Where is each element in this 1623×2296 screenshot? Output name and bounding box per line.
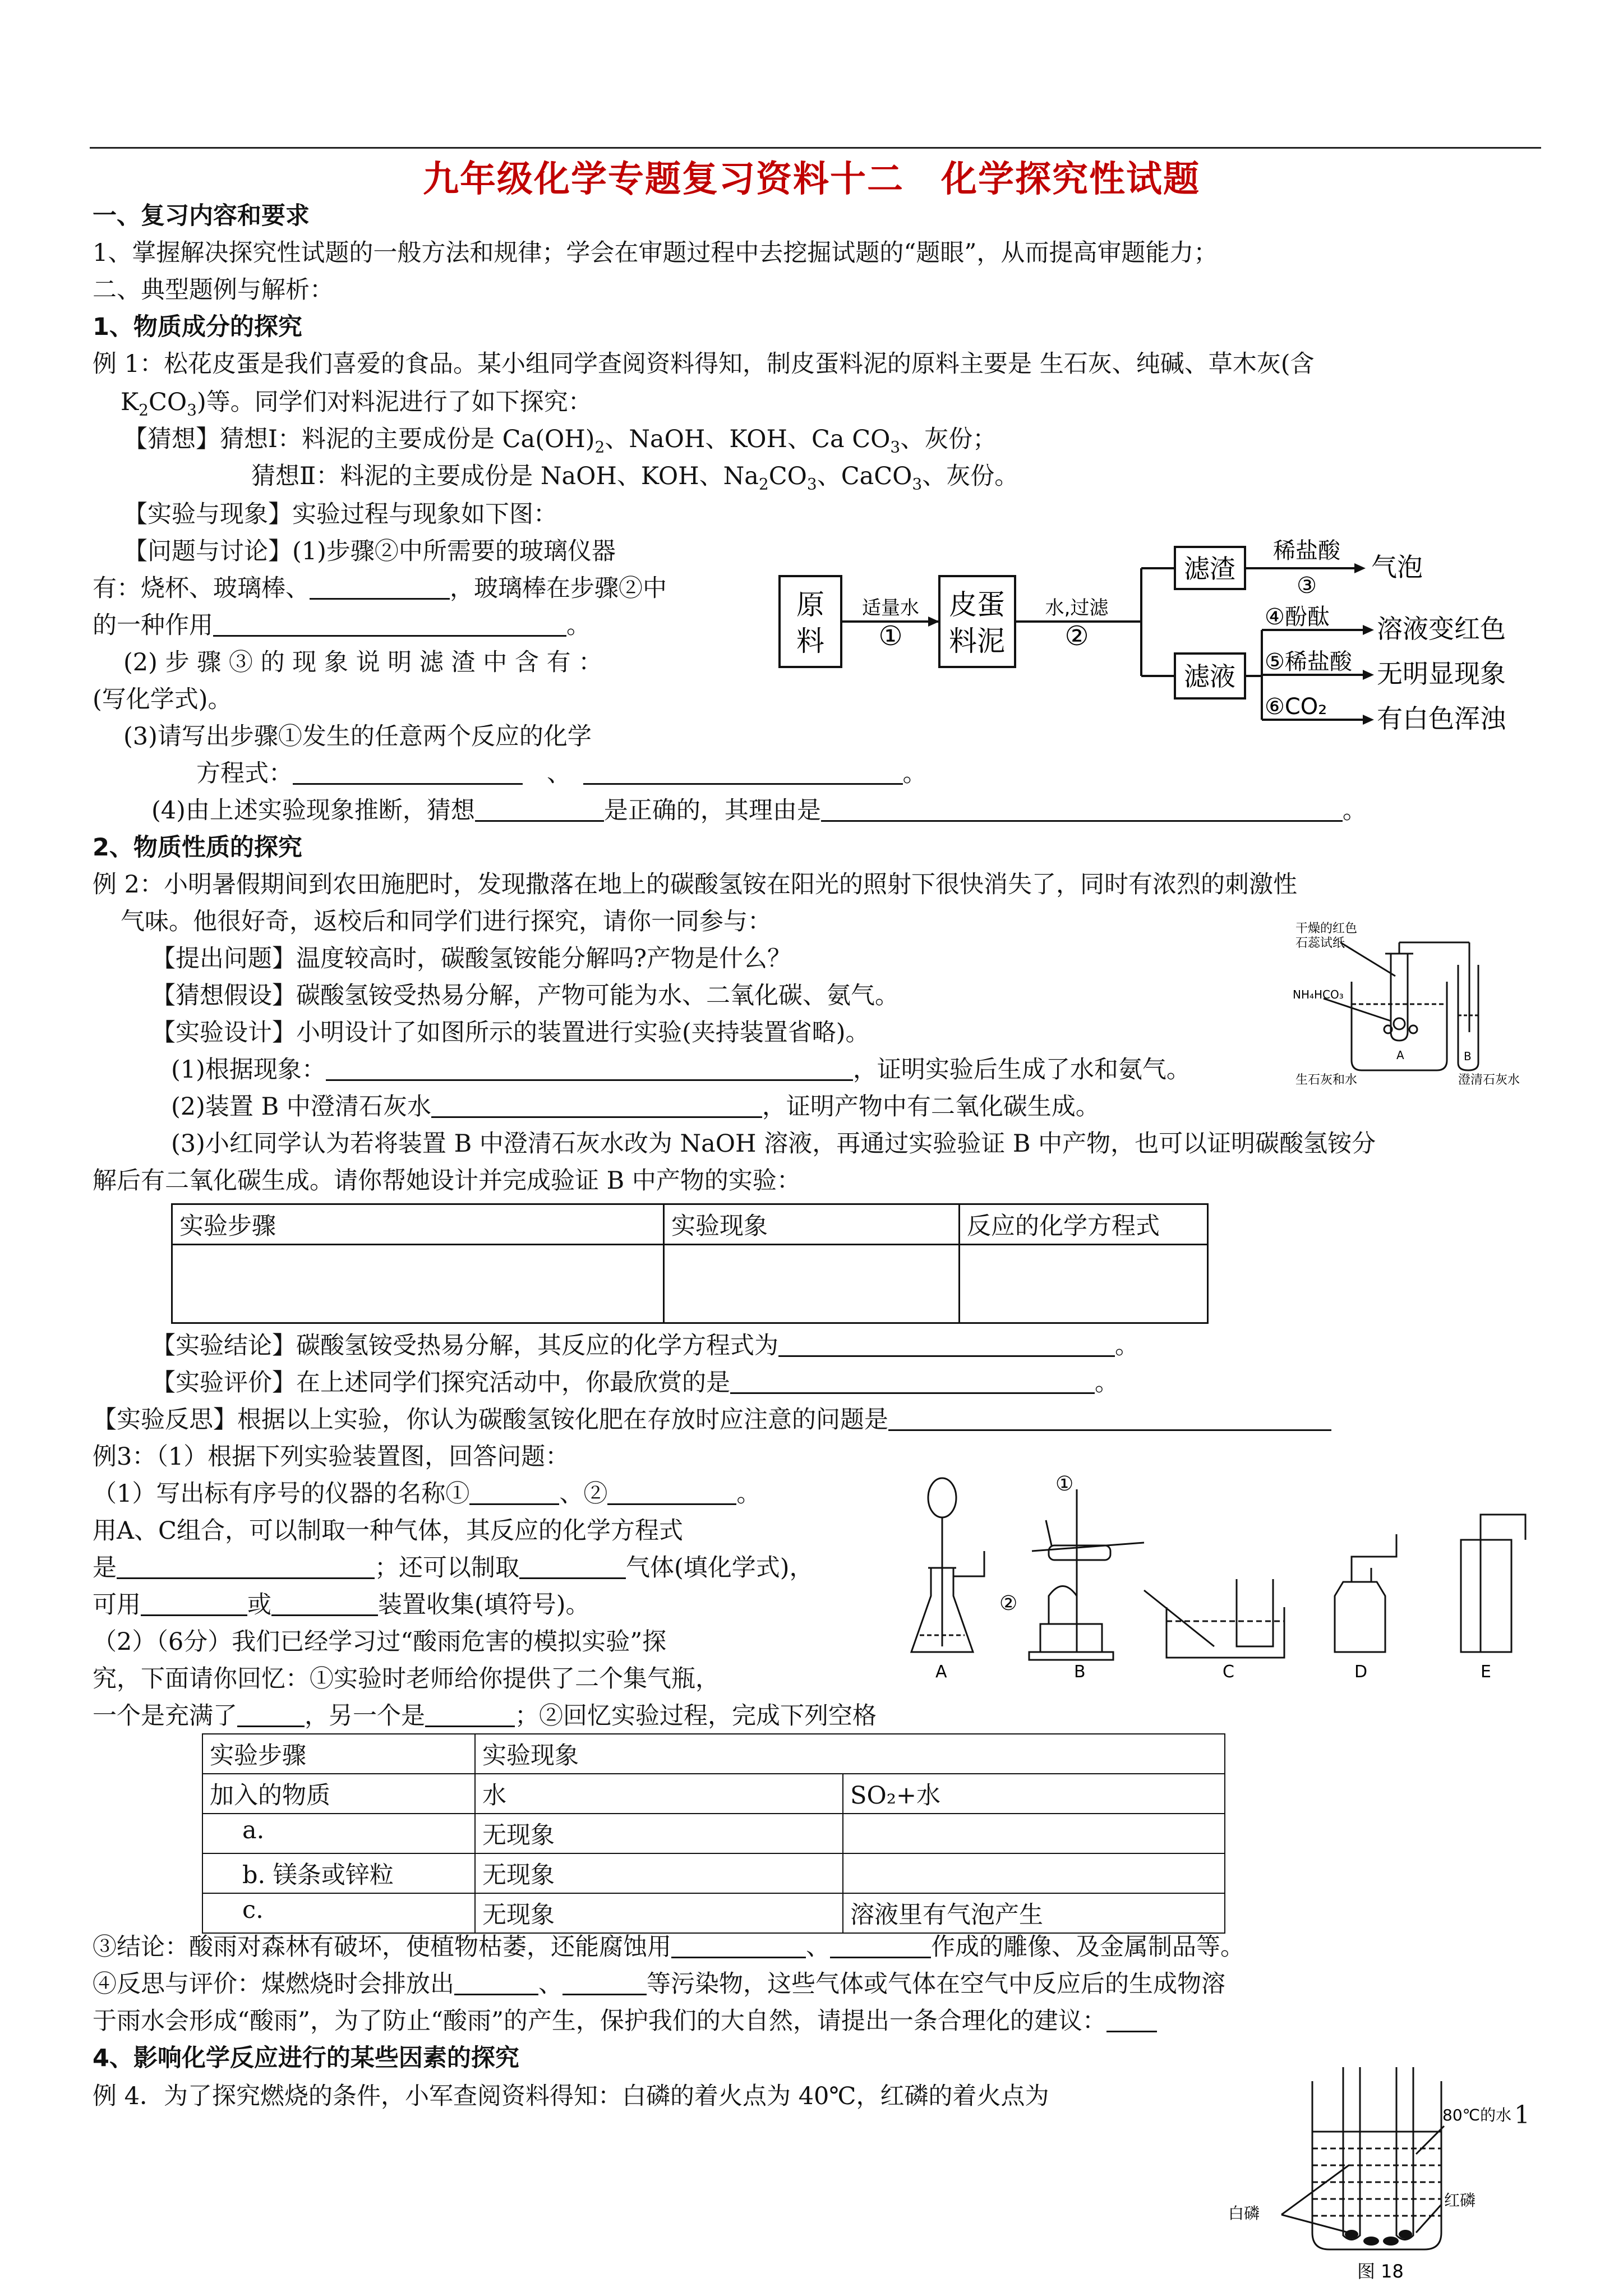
fig4-caption: 图 18 xyxy=(1357,2261,1404,2282)
answer-blank[interactable] xyxy=(310,572,450,600)
ex2-hypothesis: 【猜想假设】碳酸氢铵受热易分解，产物可能为水、二氧化碳、氨气。 xyxy=(151,982,899,1010)
answer-blank[interactable] xyxy=(830,1931,931,1958)
fig4-white-p-label: 白磷 xyxy=(1228,2204,1260,2223)
answer-blank[interactable] xyxy=(326,1053,853,1081)
answer-blank[interactable] xyxy=(1106,2005,1157,2032)
table-header: 反应的化学方程式 xyxy=(960,1204,1208,1245)
ex2-answer-table xyxy=(171,1203,1209,1324)
acid-rain-table xyxy=(202,1733,1225,1934)
header-rule xyxy=(90,147,1541,149)
section-heading: 一、复习内容和要求 xyxy=(93,202,310,230)
ex1-q4: (4)由上述实验现象推断，猜想 是正确的，其理由是 。 xyxy=(151,793,1367,828)
table-cell[interactable] xyxy=(843,1853,1225,1893)
ex1-experiment: 【实验与现象】实验过程与现象如下图： xyxy=(123,500,557,528)
flow-paste-label-2: 料泥 xyxy=(949,625,1005,657)
flow-paste-label: 皮蛋 xyxy=(949,588,1005,621)
table-cell: b. 镁条或锌粒 xyxy=(202,1853,475,1893)
answer-blank[interactable] xyxy=(730,1366,1095,1394)
section-heading: 二、典型题例与解析： xyxy=(93,276,334,304)
ex3-l5: （2）（6分）我们已经学习过“酸雨危害的模拟实验”探 xyxy=(93,1628,667,1656)
ex1-q1-line2: 有：烧杯、玻璃棒、 ，玻璃棒在步骤②中 xyxy=(93,571,667,606)
answer-blank[interactable] xyxy=(237,1700,305,1727)
table-header: 实验现象 xyxy=(664,1204,960,1245)
table-cell: 水 xyxy=(475,1774,843,1814)
flow-step2-num: ② xyxy=(1064,620,1089,652)
ex1-guess-2: 猜想Ⅱ：料泥的主要成份是 NaOH、KOH、$Na_2CO_3$、CaCO$_3$、灰份。 xyxy=(251,462,1019,494)
answer-blank[interactable] xyxy=(271,1589,378,1616)
flow-n4: ④酚酞 xyxy=(1265,604,1330,630)
gas-apparatus-figure xyxy=(909,1467,1542,1680)
ex4-intro: 例 4．为了探究燃烧的条件，小军查阅资料得知：白磷的着火点为 40℃，红磷的着火点为 xyxy=(93,2082,1049,2110)
table-header: 实验步骤 xyxy=(172,1204,664,1245)
flow-filtrate: 滤液 xyxy=(1184,661,1235,692)
ex1-q1-line3: 的一种作用 。 xyxy=(93,608,591,643)
table-cell: 溶液里有气泡产生 xyxy=(843,1893,1225,1933)
decomposition-apparatus xyxy=(1290,920,1537,1088)
answer-blank[interactable] xyxy=(778,1329,1115,1357)
fig2-b-label: B xyxy=(1464,1050,1472,1063)
flow-acid: 稀盐酸 xyxy=(1273,538,1340,564)
ex3-c2: ④反思与评价：煤燃烧时会排放出 、 等污染物，这些气体或气体在空气中反应后的生成物溶 xyxy=(93,1967,1225,2001)
answer-blank[interactable] xyxy=(213,609,566,637)
answer-blank[interactable] xyxy=(475,794,604,822)
page-title: 九年级化学专题复习资料十二 化学探究性试题 xyxy=(423,159,1200,200)
flow-n3: ③ xyxy=(1297,573,1317,599)
ex1-q1: 【问题与讨论】(1)步骤②中所需要的玻璃仪器 xyxy=(123,537,616,565)
fig3-label-d: D xyxy=(1354,1662,1368,1682)
ex1-guess-1: 【猜想】猜想Ⅰ：料泥的主要成份是 $Ca(OH)_2$、NaOH、KOH、Ca $CO_3$、灰份； xyxy=(123,425,997,457)
fig2-paper-label: 干燥的红色 xyxy=(1295,922,1358,936)
flow-none: 无明显现象 xyxy=(1377,659,1506,689)
flow-raw-label: 原 xyxy=(796,588,824,621)
table-cell[interactable] xyxy=(172,1245,664,1323)
flow-n5: ⑤稀盐酸 xyxy=(1265,649,1352,675)
ex2-reflection: 【实验反思】根据以上实验，你认为碳酸氢铵化肥在存放时应注意的问题是 xyxy=(93,1402,1331,1437)
fig2-salt-label: NH₄HCO₃ xyxy=(1293,988,1344,1001)
ex3-c3: 于雨水会形成“酸雨”，为了防止“酸雨”的产生，保护我们的大自然，请提出一条合理化的建议： xyxy=(93,2004,1157,2039)
ex3-l7: 一个是充满了 ，另一个是 ；②回忆实验过程，完成下列空格 xyxy=(93,1699,877,1733)
fig3-label-a: A xyxy=(935,1662,947,1682)
answer-blank[interactable] xyxy=(607,1478,736,1505)
answer-blank[interactable] xyxy=(562,1968,647,1995)
fig2-paper-label-2: 石蕊试纸 xyxy=(1295,936,1345,950)
answer-blank[interactable] xyxy=(469,1478,559,1505)
fig3-label-c: C xyxy=(1223,1662,1234,1682)
ex1-q3-line2: 方程式： 、 。 xyxy=(196,756,927,791)
table-cell: c. xyxy=(202,1893,475,1933)
table-header: 实验现象 xyxy=(475,1734,1225,1774)
table-cell: 无现象 xyxy=(475,1814,843,1853)
fig4-water-label: 80℃的水 xyxy=(1442,2106,1512,2124)
table-cell[interactable] xyxy=(664,1245,960,1323)
flow-step1-num: ① xyxy=(878,620,903,652)
fig4-red-p-label: 红磷 xyxy=(1444,2191,1476,2210)
review-item: 1、掌握解决探究性试题的一般方法和规律；学会在审题过程中去挖掘试题的“题眼”，从而提高审题能力； xyxy=(93,239,1218,267)
answer-blank[interactable] xyxy=(141,1589,247,1616)
combustion-beaker-figure xyxy=(1228,2064,1512,2289)
ex2-conclusion: 【实验结论】碳酸氢铵受热易分解，其反应的化学方程式为 。 xyxy=(151,1328,1139,1363)
ex2-d3: (3)小红同学认为若将装置 B 中澄清石灰水改为 NaOH 溶液，再通过实验验证 B 中产物，也可以证明碳酸氢铵分 xyxy=(171,1130,1376,1158)
table-cell[interactable] xyxy=(960,1245,1208,1323)
ex1-q2-line2: (写化学式)。 xyxy=(93,685,232,714)
table-cell: 加入的物质 xyxy=(202,1774,475,1814)
ex2-d1: (1)根据现象： ，证明实验后生成了水和氨气。 xyxy=(171,1052,1191,1087)
answer-blank[interactable] xyxy=(293,757,523,785)
ex1-q3: (3)请写出步骤①发生的任意两个反应的化学 xyxy=(123,723,592,751)
ex3-l6: 究，下面请你回忆：①实验时老师给你提供了二个集气瓶， xyxy=(93,1665,720,1693)
fig2-a-label: A xyxy=(1396,1048,1404,1062)
fig2-lime-label: 生石灰和水 xyxy=(1295,1073,1358,1087)
flow-white: 有白色浑浊 xyxy=(1377,703,1506,734)
subsection-heading: 2、物质性质的探究 xyxy=(93,834,302,862)
ex3-l4: 可用 或 装置收集(填符号)。 xyxy=(93,1588,590,1622)
ex1-intro-2: $K_2CO_3$)等。同学们对料泥进行了如下探究： xyxy=(121,388,592,420)
ex2-question: 【提出问题】温度较高时，碳酸氢铵能分解吗?产物是什么？ xyxy=(151,945,792,973)
answer-blank[interactable] xyxy=(583,757,903,785)
flow-raw-label-2: 料 xyxy=(796,625,824,657)
fig3-n2: ② xyxy=(999,1592,1018,1615)
answer-blank[interactable] xyxy=(117,1552,375,1579)
flow-step2-label: 水,过滤 xyxy=(1045,597,1109,619)
ex3-c1: ③结论：酸雨对森林有破坏，使植物枯萎，还能腐蚀用 、 作成的雕像、及金属制品等。 xyxy=(93,1930,1244,1964)
flow-n6: ⑥CO₂ xyxy=(1265,694,1327,720)
flow-residue: 滤渣 xyxy=(1184,554,1235,584)
ex3-l1: （1）写出标有序号的仪器的名称① 、② 。 xyxy=(93,1476,760,1511)
ex2-intro: 例 2：小明暑假期间到农田施肥时，发现撒落在地上的碳酸氢铵在阳光的照射下很快消失了，同时有浓烈的刺激性 xyxy=(93,871,1298,899)
ex1-q2: (2) 步 骤 ③ 的 现 象 说 明 滤 渣 中 含 有 ： xyxy=(123,648,603,677)
answer-blank[interactable] xyxy=(519,1552,626,1579)
fig2-water-label: 澄清石灰水 xyxy=(1458,1073,1520,1087)
fig3-label-b: B xyxy=(1074,1662,1086,1682)
subsection-heading: 1、物质成分的探究 xyxy=(93,313,302,341)
table-cell: 无现象 xyxy=(475,1853,843,1893)
flow-gas: 气泡 xyxy=(1371,552,1423,582)
flow-red: 溶液变红色 xyxy=(1377,614,1506,644)
table-cell: SO₂+水 xyxy=(843,1774,1225,1814)
ex2-evaluation: 【实验评价】在上述同学们探究活动中，你最欣赏的是 。 xyxy=(151,1365,1119,1400)
flow-diagram xyxy=(768,530,1542,754)
table-cell: a. xyxy=(202,1814,475,1853)
table-header: 实验步骤 xyxy=(202,1734,475,1774)
answer-blank[interactable] xyxy=(431,1091,762,1118)
answer-blank[interactable] xyxy=(425,1700,515,1727)
ex3-intro: 例3：（1）根据下列实验装置图，回答问题： xyxy=(93,1443,570,1471)
table-cell: 无现象 xyxy=(475,1893,843,1933)
answer-blank[interactable] xyxy=(454,1968,538,1995)
page-number: 1 xyxy=(1514,2101,1530,2129)
answer-blank[interactable] xyxy=(821,794,1343,822)
ex2-design: 【实验设计】小明设计了如图所示的装置进行实验(夹持装置省略)。 xyxy=(151,1019,870,1047)
ex2-d2: (2)装置 B 中澄清石灰水 ，证明产物中有二氧化碳生成。 xyxy=(171,1089,1100,1124)
flow-step1-label: 适量水 xyxy=(862,597,919,619)
answer-blank[interactable] xyxy=(888,1404,1331,1431)
ex2-d3-line2: 解后有二氧化碳生成。请你帮她设计并完成验证 B 中产物的实验： xyxy=(93,1167,801,1195)
ex3-l2: 用A、C组合，可以制取一种气体，其反应的化学方程式 xyxy=(93,1517,683,1545)
ex3-l3: 是 ；还可以制取 气体(填化学式)， xyxy=(93,1550,814,1585)
answer-blank[interactable] xyxy=(671,1931,806,1958)
table-cell[interactable] xyxy=(843,1814,1225,1853)
fig3-label-e: E xyxy=(1481,1662,1491,1682)
ex1-intro: 例 1：松花皮蛋是我们喜爱的食品。某小组同学查阅资料得知，制皮蛋料泥的原料主要是 生石灰、纯碱、草木灰(含 xyxy=(93,350,1315,378)
subsection-heading: 4、影响化学反应进行的某些因素的探究 xyxy=(93,2044,519,2072)
fig3-n1: ① xyxy=(1055,1473,1074,1496)
ex2-intro-2: 气味。他很好奇，返校后和同学们进行探究，请你一同参与： xyxy=(121,908,772,936)
